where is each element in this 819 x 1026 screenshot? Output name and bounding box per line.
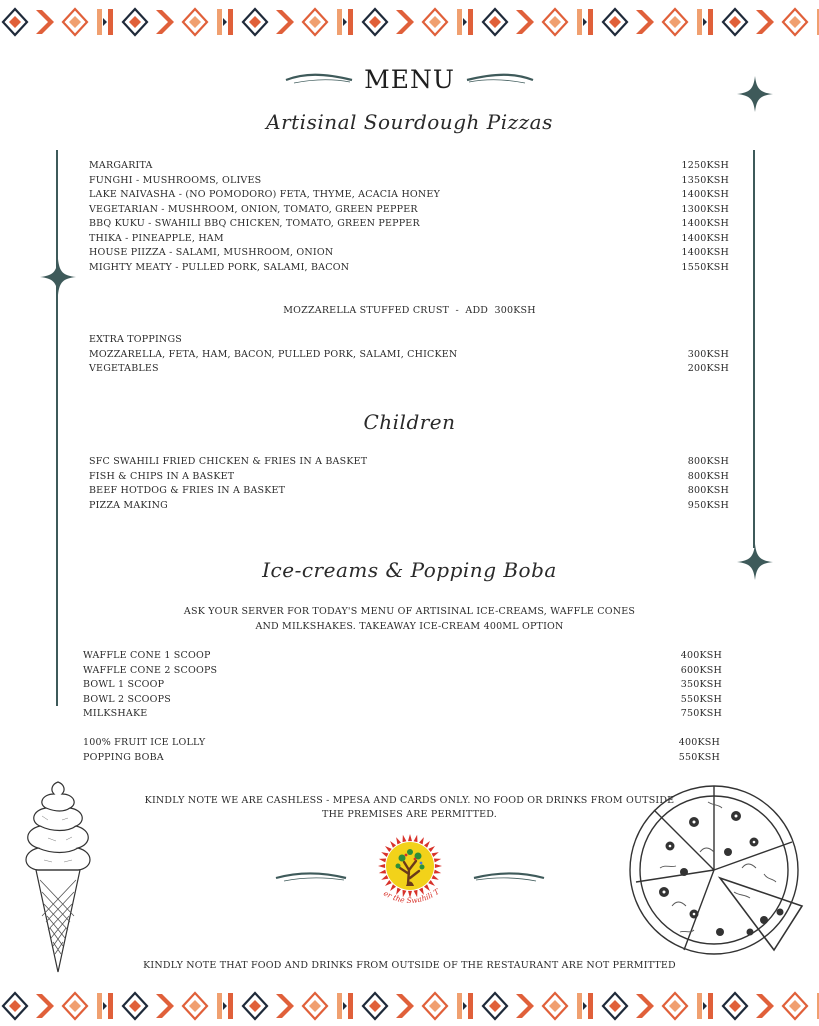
pattern-motif (303, 9, 327, 35)
item-price: 1400KSH (681, 189, 729, 200)
icecream-list (83, 649, 722, 722)
pattern-motif (156, 994, 174, 1018)
item-name: HOUSE PIIZZA - SALAMI, MUSHROOM, ONION (89, 247, 334, 258)
menu-title-row (0, 62, 819, 96)
pattern-motif (756, 10, 774, 34)
pattern-motif (457, 9, 473, 35)
right-swash-ornament (472, 870, 546, 886)
list-item (89, 159, 729, 174)
item-price: 1250KSH (681, 160, 729, 171)
list-item (89, 362, 729, 377)
item-price: 1400KSH (681, 218, 729, 229)
list-item (83, 751, 720, 766)
list-item (89, 188, 729, 203)
list-item (89, 348, 729, 363)
pattern-motif (783, 9, 807, 35)
list-item (89, 261, 729, 276)
list-item (89, 499, 729, 514)
pattern-motif (183, 9, 207, 35)
item-name: SFC SWAHILI FRIED CHICKEN & FRIES IN A BASKET (89, 456, 368, 467)
item-price: 1550KSH (681, 261, 729, 273)
pattern-motif (303, 993, 327, 1019)
item-price: 400KSH (680, 650, 722, 661)
pattern-motif (756, 994, 774, 1018)
children-list (89, 455, 729, 513)
pattern-motif (423, 993, 447, 1019)
item-name: FISH & CHIPS IN A BASKET (89, 470, 235, 482)
item-price: 750KSH (680, 708, 722, 719)
item-price: 550KSH (678, 751, 720, 763)
item-price: 200KSH (687, 363, 729, 374)
list-item (83, 678, 722, 693)
list-item (83, 664, 722, 679)
item-price: 1400KSH (681, 232, 729, 244)
item-price: 1350KSH (681, 174, 729, 186)
pattern-motif (97, 993, 113, 1019)
logo-text: er the Swahili T (382, 886, 441, 906)
item-name: MARGARITA (89, 160, 153, 171)
item-name: FUNGHI - MUSHROOMS, OLIVES (89, 174, 262, 186)
item-name: BBQ KUKU - SWAHILI BBQ CHICKEN, TOMATO, GREEN PEPPER (89, 218, 420, 229)
pattern-motif (36, 10, 54, 34)
pattern-motif (217, 993, 233, 1019)
item-name: PIZZA MAKING (89, 499, 168, 511)
pattern-motif (63, 993, 87, 1019)
ice-cream-cone-illustration (12, 776, 104, 976)
pattern-motif (337, 993, 353, 1019)
item-price: 800KSH (687, 470, 729, 482)
item-price: 950KSH (687, 499, 729, 511)
extras-label-row (89, 333, 729, 348)
item-name: THIKA - PINEAPPLE, HAM (89, 232, 224, 244)
item-name: MILKSHAKE (83, 708, 148, 719)
pattern-motif (516, 10, 534, 34)
list-item (89, 246, 729, 261)
item-name: VEGETARIAN - MUSHROOM, ONION, TOMATO, GREEN PEPPER (89, 203, 418, 215)
right-divider-line (753, 150, 755, 548)
page-title: MENU (364, 64, 455, 94)
pattern-motif (423, 9, 447, 35)
pattern-motif (243, 993, 267, 1019)
footer-note: KINDLY NOTE THAT FOOD AND DRINKS FROM OUTSIDE OF THE RESTAURANT ARE NOT PERMITTED (143, 960, 676, 971)
extra-toppings-list (89, 333, 729, 377)
pattern-motif (697, 993, 713, 1019)
list-item (89, 470, 729, 485)
pattern-motif (723, 9, 747, 35)
item-name: MOZZARELLA, FETA, HAM, BACON, PULLED PORK, SALAMI, CHICKEN (89, 348, 458, 360)
item-price: 1300KSH (681, 203, 729, 215)
item-price: 300KSH (687, 348, 729, 360)
pattern-motif (603, 9, 627, 35)
pattern-motif (363, 9, 387, 35)
right-swash-ornament (465, 71, 535, 87)
item-price: 1400KSH (681, 247, 729, 258)
item-price: 800KSH (687, 456, 729, 467)
cashless-note-line-1: KINDLY NOTE WE ARE CASHLESS - MPESA AND CARDS ONLY. NO FOOD OR DRINKS FROM OUTSIDE (144, 795, 675, 806)
pattern-motif (363, 993, 387, 1019)
pattern-motif (577, 993, 593, 1019)
pizza-section-heading: Artisinal Sourdough Pizzas (266, 110, 553, 134)
icecream-intro-line-2: AND MILKSHAKES. TAKEAWAY ICE-CREAM 400ML OPTION (255, 621, 564, 632)
item-price: 350KSH (680, 679, 722, 690)
pattern-motif (217, 9, 233, 35)
bottom-pattern-border (0, 986, 819, 1026)
pattern-motif (516, 994, 534, 1018)
pattern-motif (636, 10, 654, 34)
list-item (89, 217, 729, 232)
list-item (83, 693, 722, 708)
pizza-illustration (624, 782, 810, 962)
left-swash-ornament (274, 870, 348, 886)
pattern-motif (783, 993, 807, 1019)
pattern-motif (543, 993, 567, 1019)
pattern-motif (156, 10, 174, 34)
star-icon (737, 76, 773, 112)
item-price: 600KSH (680, 664, 722, 676)
item-name: POPPING BOBA (83, 751, 164, 763)
pattern-motif (396, 994, 414, 1018)
cashless-note-line-2: THE PREMISES ARE PERMITTED. (322, 809, 497, 820)
pattern-motif (483, 993, 507, 1019)
star-icon (40, 259, 76, 295)
pattern-motif (603, 993, 627, 1019)
list-item (83, 707, 722, 722)
pattern-motif (577, 9, 593, 35)
pizza-list (89, 159, 729, 275)
item-name: MIGHTY MEATY - PULLED PORK, SALAMI, BACON (89, 261, 350, 273)
pattern-motif (636, 994, 654, 1018)
pattern-motif (63, 9, 87, 35)
pattern-motif (3, 993, 27, 1019)
pattern-motif (183, 993, 207, 1019)
pattern-motif (123, 9, 147, 35)
pattern-motif (457, 993, 473, 1019)
left-swash-ornament (284, 71, 354, 87)
item-name: LAKE NAIVASHA - (NO POMODORO) FETA, THYME, ACACIA HONEY (89, 189, 441, 200)
pattern-motif (3, 9, 27, 35)
pattern-motif (483, 9, 507, 35)
extras-label: EXTRA TOPPINGS (89, 334, 182, 345)
item-name: BEEF HOTDOG & FRIES IN A BASKET (89, 485, 286, 496)
item-name: 100% FRUIT ICE LOLLY (83, 737, 206, 748)
pattern-motif (276, 10, 294, 34)
pattern-motif (337, 9, 353, 35)
item-name: WAFFLE CONE 2 SCOOPS (83, 664, 218, 676)
pattern-motif (543, 9, 567, 35)
pattern-motif (697, 9, 713, 35)
restaurant-logo (364, 834, 456, 914)
item-price: 550KSH (680, 693, 722, 705)
icecream-extra-list (83, 736, 720, 765)
item-name: BOWL 2 SCOOPS (83, 693, 171, 705)
pattern-motif (663, 993, 687, 1019)
children-section-heading: Children (363, 410, 456, 434)
top-pattern-border (0, 2, 819, 42)
item-price: 800KSH (687, 485, 729, 496)
pattern-motif (276, 994, 294, 1018)
list-item (89, 232, 729, 247)
pattern-motif (97, 9, 113, 35)
pattern-motif (36, 994, 54, 1018)
pattern-motif (723, 993, 747, 1019)
list-item (89, 174, 729, 189)
pattern-motif (663, 9, 687, 35)
list-item (89, 203, 729, 218)
icecream-intro-line-1: ASK YOUR SERVER FOR TODAY'S MENU OF ARTISINAL ICE-CREAMS, WAFFLE CONES (183, 606, 636, 617)
item-name: BOWL 1 SCOOP (83, 679, 165, 690)
list-item (89, 484, 729, 499)
pattern-motif (123, 993, 147, 1019)
item-name: VEGETABLES (89, 363, 159, 374)
tree-logo-icon (364, 834, 456, 914)
item-name: WAFFLE CONE 1 SCOOP (83, 650, 211, 661)
list-item (83, 736, 720, 751)
list-item (83, 649, 722, 664)
stuffed-crust-note: MOZZARELLA STUFFED CRUST - ADD 300KSH (283, 305, 536, 316)
item-price: 400KSH (678, 737, 720, 748)
icecream-section-heading: Ice-creams & Popping Boba (262, 558, 557, 582)
list-item (89, 455, 729, 470)
pattern-motif (243, 9, 267, 35)
pattern-motif (396, 10, 414, 34)
